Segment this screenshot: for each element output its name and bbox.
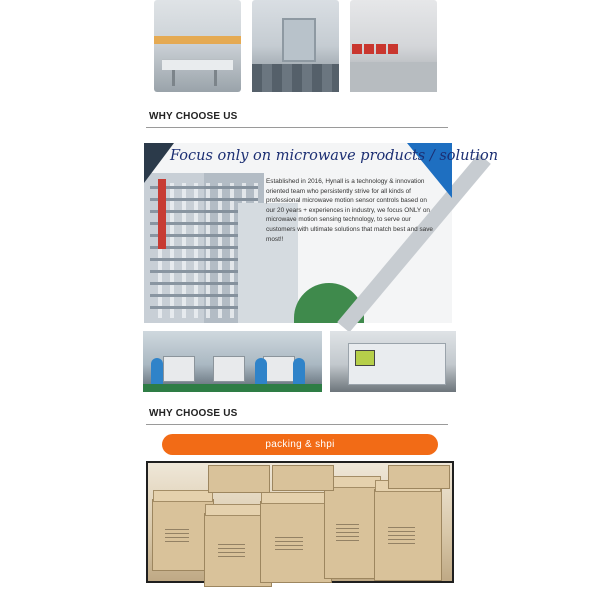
parking-garage-photo	[350, 0, 437, 92]
banner-description: Established in 2016, Hynall is a technology & innovation oriented team who persistently strive for all kinds of professional microwave motion sensor controls based on our 20 years + experiences in industry, we focus ONLY on microwave motion sensing technology, to serve our customers with ultimate solutions that match best and save most!!	[266, 178, 433, 243]
reflow-oven-photo	[330, 331, 456, 392]
cleanroom-corridor-photo	[252, 0, 339, 92]
section-divider	[146, 424, 448, 425]
section-title-why-choose-us: WHY CHOOSE US	[149, 111, 238, 122]
cardboard-boxes-photo	[146, 461, 454, 583]
section-divider	[146, 127, 448, 128]
company-banner	[144, 143, 499, 323]
section-title-why-choose-us-2: WHY CHOOSE US	[149, 408, 238, 419]
office-lab-photo	[154, 0, 241, 92]
banner-headline: Focus only on microwave products / solution	[170, 148, 499, 164]
packing-shipping-button[interactable]: packing & shpi	[162, 434, 438, 455]
production-line-photo	[143, 331, 322, 392]
